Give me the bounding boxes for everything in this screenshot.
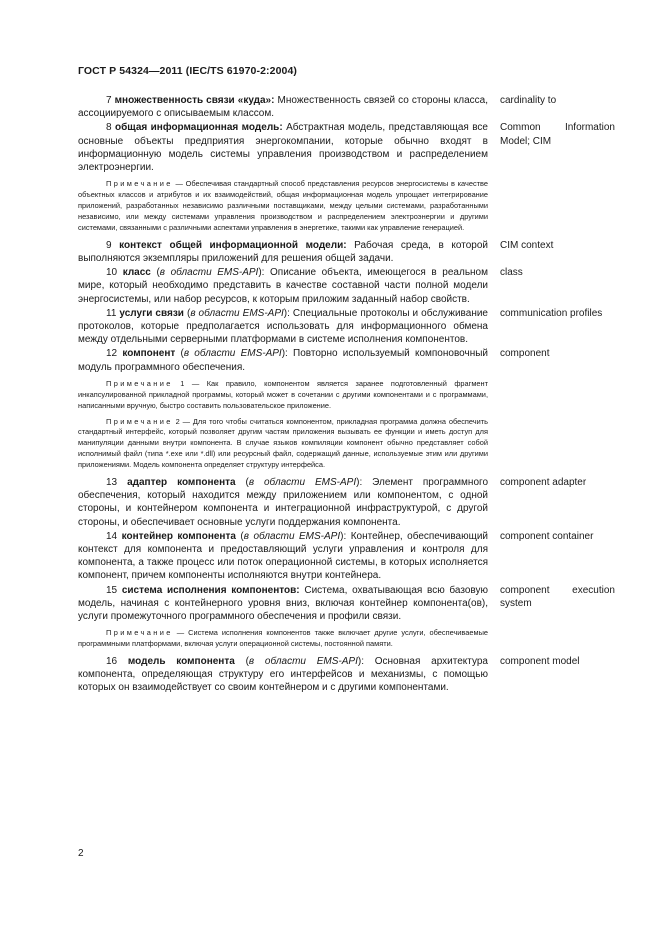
- term-number: 11: [106, 307, 117, 319]
- english-equivalent: component model: [500, 656, 580, 668]
- term-entry: 12 компонент (в области EMS-API): Повторно используемый компоновочный модуль программного обеспечения. component: [78, 347, 615, 373]
- term-entry: [78, 94, 615, 120]
- english-equivalent: component execution system: [500, 584, 615, 609]
- english-equivalent: component container: [500, 530, 594, 542]
- note: [78, 417, 488, 472]
- note-number: 1: [180, 378, 185, 388]
- term-qualifier: в области EMS-API: [159, 267, 259, 279]
- term-entry: [78, 584, 615, 624]
- term-qualifier: в области EMS-API: [183, 348, 282, 360]
- term-number: 13: [106, 477, 118, 489]
- term-entry: 14 контейнер компонента (в области EMS-API): Контейнер, обеспечивающий контекст для компонента и предоставляющий услуги управления и контроля для компонента, а также процесс или поток операционной системы, в которых исполняется компонент, причем компоненты исполняются внутри контейнера. component container: [78, 530, 615, 583]
- term-number: 12: [106, 348, 118, 360]
- term-qualifier: в области EMS-API: [248, 656, 358, 668]
- english-equivalent: communication profiles: [500, 307, 603, 319]
- term-entry: 10 класс (в области EMS-API): Описание объекта, имеющегося в реальном мире, который необходимо представить в качестве составной части полной модели энергосистемы, или набор ресурсов, к которым приложим заданный набор свойств. class: [78, 266, 615, 306]
- term-definition: Основная архитектура компонента, определяющая структуру его интерфейсов и механизмы, с помощью которых он взаимодействует со своим контейнером и с другими компонентами.: [78, 656, 488, 694]
- page-number: 2: [78, 848, 84, 859]
- term-number: 15: [106, 584, 118, 596]
- term-number: 10: [106, 267, 118, 279]
- term-name: класс: [122, 267, 151, 279]
- note: [78, 628, 488, 650]
- english-equivalent: CIM context: [500, 239, 554, 251]
- document-header: ГОСТ Р 54324—2011 (IEC/TS 61970-2:2004): [78, 65, 297, 77]
- note-text: — Обеспечивая стандартный способ представления ресурсов энергосистемы в качестве объектных классов и атрибутов и их взаимодействий, общая информационная модель упрощает интегрирование приложений, разработанных независимо различными поставщиками, между целыми системами, разработанными независимо, или между системами управления производством и распределением электроэнергии и другими системами, связанными с различными аспектами управления в энергетике, такими как управление генерацией.: [78, 179, 488, 232]
- term-definition: Описание объекта, имеющегося в реальном мире, который необходимо представить в качестве составной части полной модели энергосистемы, или набор ресурсов, к которым приложим заданный набор свойств.: [78, 267, 488, 305]
- english-equivalent: class: [500, 267, 523, 279]
- term-name: общая информационная модель:: [114, 122, 283, 134]
- note-label: Примечание: [106, 179, 173, 189]
- term-definition: Множественность связей со стороны класса, ассоциируемого с описываемым классом.: [78, 95, 489, 120]
- term-entry: 11 услуги связи (в области EMS-API): Специальные протоколы и обслуживание протоколов, которые предполагается использовать для информационного обмена между отдельными серверными платформами в системе исполнения компонентов. communication profiles: [78, 307, 615, 347]
- term-definition: Повторно используемый компоновочный модуль программного обеспечения.: [78, 348, 488, 373]
- note-text: — Система исполнения компонентов также включает другие услуги, обеспечиваемые программными платформами, включая услуги операционной системы, постоянной памяти.: [78, 628, 488, 649]
- term-name: множественность связи «куда»:: [114, 95, 275, 106]
- term-definition: Контейнер, обеспечивающий контекст для компонента и предоставляющий услуги управления и контроля для компонента, а также процесс или поток операционной системы, в которых исполняется компонент, причем компоненты исполняются внутри контейнера.: [78, 530, 488, 582]
- term-name: услуги связи: [119, 307, 184, 319]
- term-definition: Система, охватывающая всю базовую модель, начиная с контейнерного уровня вниз, включая контейнер компонента(ов), услуги промежуточного программного обеспечения и профили связи.: [78, 584, 488, 623]
- note: [78, 179, 488, 234]
- term-number: 16: [106, 656, 118, 668]
- term-entry: [78, 121, 615, 174]
- term-number: 14: [106, 530, 118, 542]
- term-number: 7: [106, 95, 112, 106]
- term-qualifier: в области EMS-API: [190, 307, 284, 319]
- english-equivalent: Common Information Model; CIM: [500, 122, 615, 147]
- terms-list: [78, 94, 615, 695]
- term-name: адаптер компонента: [127, 477, 236, 489]
- term-name: система исполнения компонентов:: [121, 584, 300, 596]
- note: [78, 379, 488, 412]
- note-text: — Для того чтобы считаться компонентом, прикладная программа должна обеспечить стандартный интерфейс, который позволяет другим частям приложения вызывать ее функции и иметь доступ для манипуляции данными внутри компонента. В случае языков компиляции компонент обычно представляет собой исполнимый файл (типа *.exe или *.dll) или ресурсный файл, содержащий данные, используемые этим или другими приложениями. Модель компонента определяет структуру интерфейса.: [78, 416, 488, 470]
- english-equivalent: component adapter: [500, 477, 587, 489]
- english-equivalent: cardinality to: [500, 95, 557, 106]
- term-definition: Специальные протоколы и обслуживание протоколов, которые предполагается использовать для информационного обмена между отдельными серверными платформами в системе исполнения компонентов.: [78, 307, 488, 346]
- note-label: Примечание: [106, 378, 173, 388]
- term-definition: Рабочая среда, в которой выполняются экземпляры приложений для решения общей задачи.: [78, 239, 488, 264]
- term-entry: 13 адаптер компонента (в области EMS-API): Элемент программного обеспечения, который находится между приложением или компонентом, с одной стороны, и контейнером компонента и интеграционной инфраструктурой, с другой стороны, и обеспечивает основные услуги поддержания компонента. component adapter: [78, 476, 615, 529]
- note-number: 2: [175, 416, 180, 426]
- term-name: компонент: [122, 348, 176, 360]
- term-name: контейнер компонента: [121, 530, 236, 542]
- term-name: контекст общей информационной модели:: [119, 239, 347, 251]
- term-number: 9: [106, 239, 112, 251]
- term-qualifier: в области EMS-API: [248, 477, 357, 489]
- note-text: — Как правило, компонентом является заранее подготовленный фрагмент инкапсулированной прикладной программы, который может в сочетании с другими компонентами и с программами, написанными вручную, быстро составить пользовательское приложение.: [78, 378, 489, 410]
- term-definition: Элемент программного обеспечения, который находится между приложением или компонентом, с одной стороны, и контейнером компонента и интеграционной инфраструктурой, с другой стороны, и обеспечивает основные услуги поддержания компонента.: [78, 477, 489, 528]
- term-number: 8: [106, 122, 112, 134]
- note-label: Примечание: [106, 628, 173, 638]
- term-name: модель компонента: [127, 656, 235, 668]
- term-definition: Абстрактная модель, представляющая все основные объекты предприятия энергокомпании, которые обычно входят в информационную модель системы управления производством и распределением электроэнергии.: [78, 122, 488, 174]
- note-label: Примечание: [106, 416, 173, 426]
- term-entry: 16 модель компонента (в области EMS-API): Основная архитектура компонента, определяющая структуру его интерфейсов и механизмы, с помощью которых он взаимодействует со своим контейнером и с другими компонентами. component model: [78, 655, 615, 695]
- term-qualifier: в области EMS-API: [243, 530, 341, 542]
- term-entry: [78, 239, 615, 265]
- english-equivalent: component: [500, 348, 550, 360]
